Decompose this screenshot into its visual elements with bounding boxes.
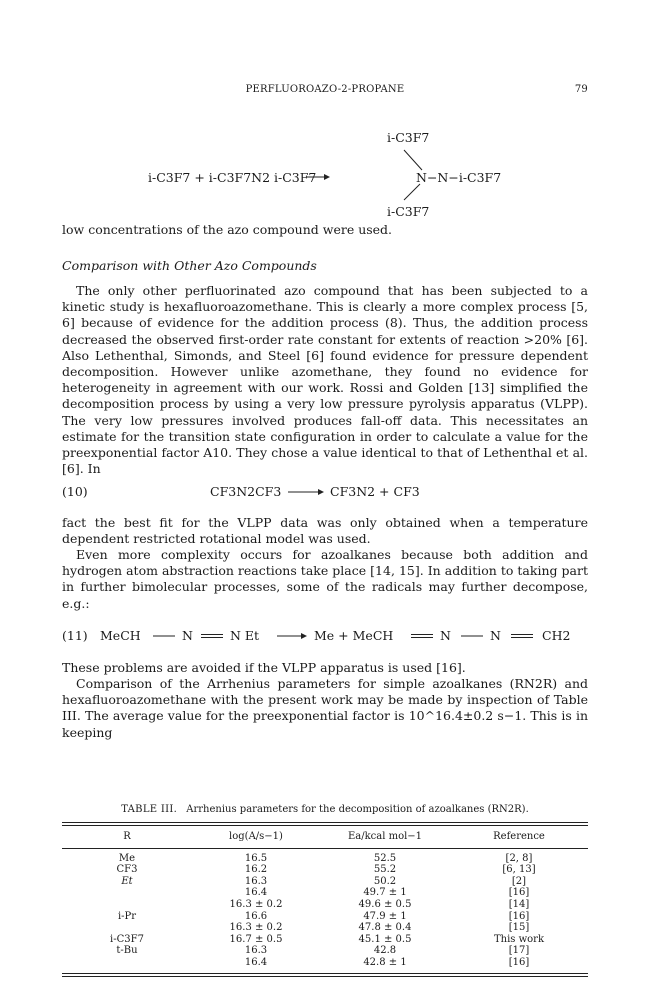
table-cell: 16.7 ± 0.5 <box>229 933 283 945</box>
table-cell: 49.6 ± 0.5 <box>358 898 412 910</box>
table-row <box>62 887 588 899</box>
eq11-term: Me + MeCH <box>314 628 394 643</box>
table-cell: Et <box>121 875 133 887</box>
table-row <box>62 853 588 865</box>
table-row <box>62 876 588 888</box>
double-bond-icon <box>198 628 226 644</box>
table-row <box>62 922 588 934</box>
reaction-arrow-icon <box>274 628 308 644</box>
reaction-scheme <box>62 128 588 220</box>
table-row <box>62 864 588 876</box>
table-cell <box>62 922 192 934</box>
table-cell: 42.8 <box>373 945 397 957</box>
table-cell: This work <box>493 933 545 945</box>
table-cell: [15] <box>508 922 530 934</box>
eq11-term: N Et <box>230 628 260 643</box>
header-cell: R <box>123 831 131 842</box>
single-bond-icon <box>458 628 486 644</box>
page-number: 79 <box>574 84 588 95</box>
equation-rhs: CF3N2 + CF3 <box>330 484 420 499</box>
scheme-reactants: i-C3F7 + i-C3F7N2 i-C3F7 <box>148 170 317 185</box>
table-cell: 16.3 ± 0.2 <box>229 922 283 934</box>
equation-10 <box>62 484 588 500</box>
table-cell: 45.1 ± 0.5 <box>358 933 412 945</box>
header-cell: Reference <box>493 831 545 842</box>
scheme-bonds <box>62 128 588 220</box>
equation-number: (11) <box>62 628 88 643</box>
table-row <box>62 957 588 969</box>
reaction-arrow-icon <box>286 484 326 500</box>
table-cell: [14] <box>508 898 530 910</box>
table-cell: 16.4 <box>244 956 268 968</box>
paragraph-2: fact the best fit for the VLPP data was only obtained when a temperature dependent restricted rotational model was used. <box>62 515 588 547</box>
section-heading: Comparison with Other Azo Compounds <box>62 258 317 273</box>
eq11-term: CH2 <box>542 628 571 643</box>
table-row <box>62 911 588 923</box>
table-bottom-rule <box>62 973 588 977</box>
table-cell: [16] <box>508 910 530 922</box>
table-cell: 42.8 ± 1 <box>363 956 407 968</box>
table-iii <box>62 822 588 977</box>
table-cell: 49.7 ± 1 <box>363 887 407 899</box>
scheme-bottom-group: i-C3F7 <box>387 204 430 219</box>
table-cell: 50.2 <box>373 875 397 887</box>
paragraph-continuation: low concentrations of the azo compound were used. <box>62 222 393 237</box>
paragraph-3: Even more complexity occurs for azoalkanes because both addition and hydrogen atom abstraction reactions take place [14, 15]. In addition to taking part in further bimolecular processes, some of the radicals may further decompose, e.g.: <box>62 547 588 611</box>
table-cell <box>62 887 192 899</box>
running-title: PERFLUOROAZO-2-PROPANE <box>245 84 405 95</box>
table-cell: [16] <box>508 887 530 899</box>
table-cell: [2] <box>511 875 527 887</box>
paragraph-5: Comparison of the Arrhenius parameters for simple azoalkanes (RN2R) and hexafluoroazomethane with the present work may be made by inspection of Table III. The average value for the preexponential factor is 10^16.4±0.2 s−1. This is in keeping <box>62 676 588 740</box>
table-cell: 16.5 <box>244 852 268 864</box>
paragraph-1: The only other perfluorinated azo compound that has been subjected to a kinetic study is hexafluoroazomethane. This is clearly a more complex process [5, 6] because of evidence for the addition process (8). Thus, the addition process decreased the observed first-order rate constant for extents of reaction >20% [6]. Also Lethenthal, Simonds, and Steel [6] found evidence for pressure dependent decomposition. However unlike azomethane, they found no evidence for heterogeneity in agreement with our work. Rossi and Golden [13] simplified the decomposition process by using a very low pressure pyrolysis apparatus (VLPP). The very low pressures involved produces fall-off data. This necessitates an estimate for the transition state configuration in order to calculate a value for the preexponential factor A10. They chose a value identical to that of Lethenthal et al. [6]. In <box>62 283 588 477</box>
equation-11 <box>62 628 588 644</box>
table-cell: 47.9 ± 1 <box>363 910 407 922</box>
table-header-row <box>62 826 588 848</box>
table-cell: CF3 <box>116 864 138 876</box>
table-cell: 47.8 ± 0.4 <box>358 922 412 934</box>
table-cell <box>62 899 192 911</box>
table-cell: [2, 8] <box>505 852 533 864</box>
table-caption <box>62 804 588 815</box>
header-cell: log(A/s−1) <box>229 831 283 842</box>
table-cell <box>62 957 192 969</box>
table-cell: [6, 13] <box>502 864 536 876</box>
table-cell: 52.5 <box>373 852 397 864</box>
eq11-term: MeCH <box>100 628 141 643</box>
table-cell: 16.2 <box>244 864 268 876</box>
table-row <box>62 945 588 957</box>
table-cell: Me <box>118 852 136 864</box>
table-row <box>62 899 588 911</box>
table-cell: 16.4 <box>244 887 268 899</box>
table-cell: 55.2 <box>373 864 397 876</box>
table-cell: t-Bu <box>116 945 138 957</box>
table-cell: [16] <box>508 956 530 968</box>
scheme-top-group: i-C3F7 <box>387 130 430 145</box>
table-cell: 16.3 <box>244 945 268 957</box>
eq11-term: N <box>182 628 193 643</box>
single-bond-icon <box>150 628 178 644</box>
eq11-term: N <box>490 628 501 643</box>
table-caption-text: Arrhenius parameters for the decomposition of azoalkanes (RN2R). <box>186 804 529 815</box>
table-label: TABLE III. <box>121 804 178 815</box>
double-bond-icon <box>408 628 436 644</box>
table-cell: i-Pr <box>117 910 137 922</box>
table-row <box>62 934 588 946</box>
table-cell: 16.3 <box>244 875 268 887</box>
table-header-rule <box>62 848 588 849</box>
eq11-term: N <box>440 628 451 643</box>
scheme-product: N−N−i-C3F7 <box>416 170 502 185</box>
double-bond-icon <box>508 628 536 644</box>
table-cell: [17] <box>508 945 530 957</box>
table-cell: i-C3F7 <box>110 933 144 945</box>
equation-lhs: CF3N2CF3 <box>210 484 282 499</box>
table-cell: 16.6 <box>244 910 268 922</box>
paragraph-4: These problems are avoided if the VLPP apparatus is used [16]. <box>62 660 466 675</box>
header-cell: Ea/kcal mol−1 <box>347 831 423 842</box>
equation-number: (10) <box>62 484 88 499</box>
table-cell: 16.3 ± 0.2 <box>229 898 283 910</box>
